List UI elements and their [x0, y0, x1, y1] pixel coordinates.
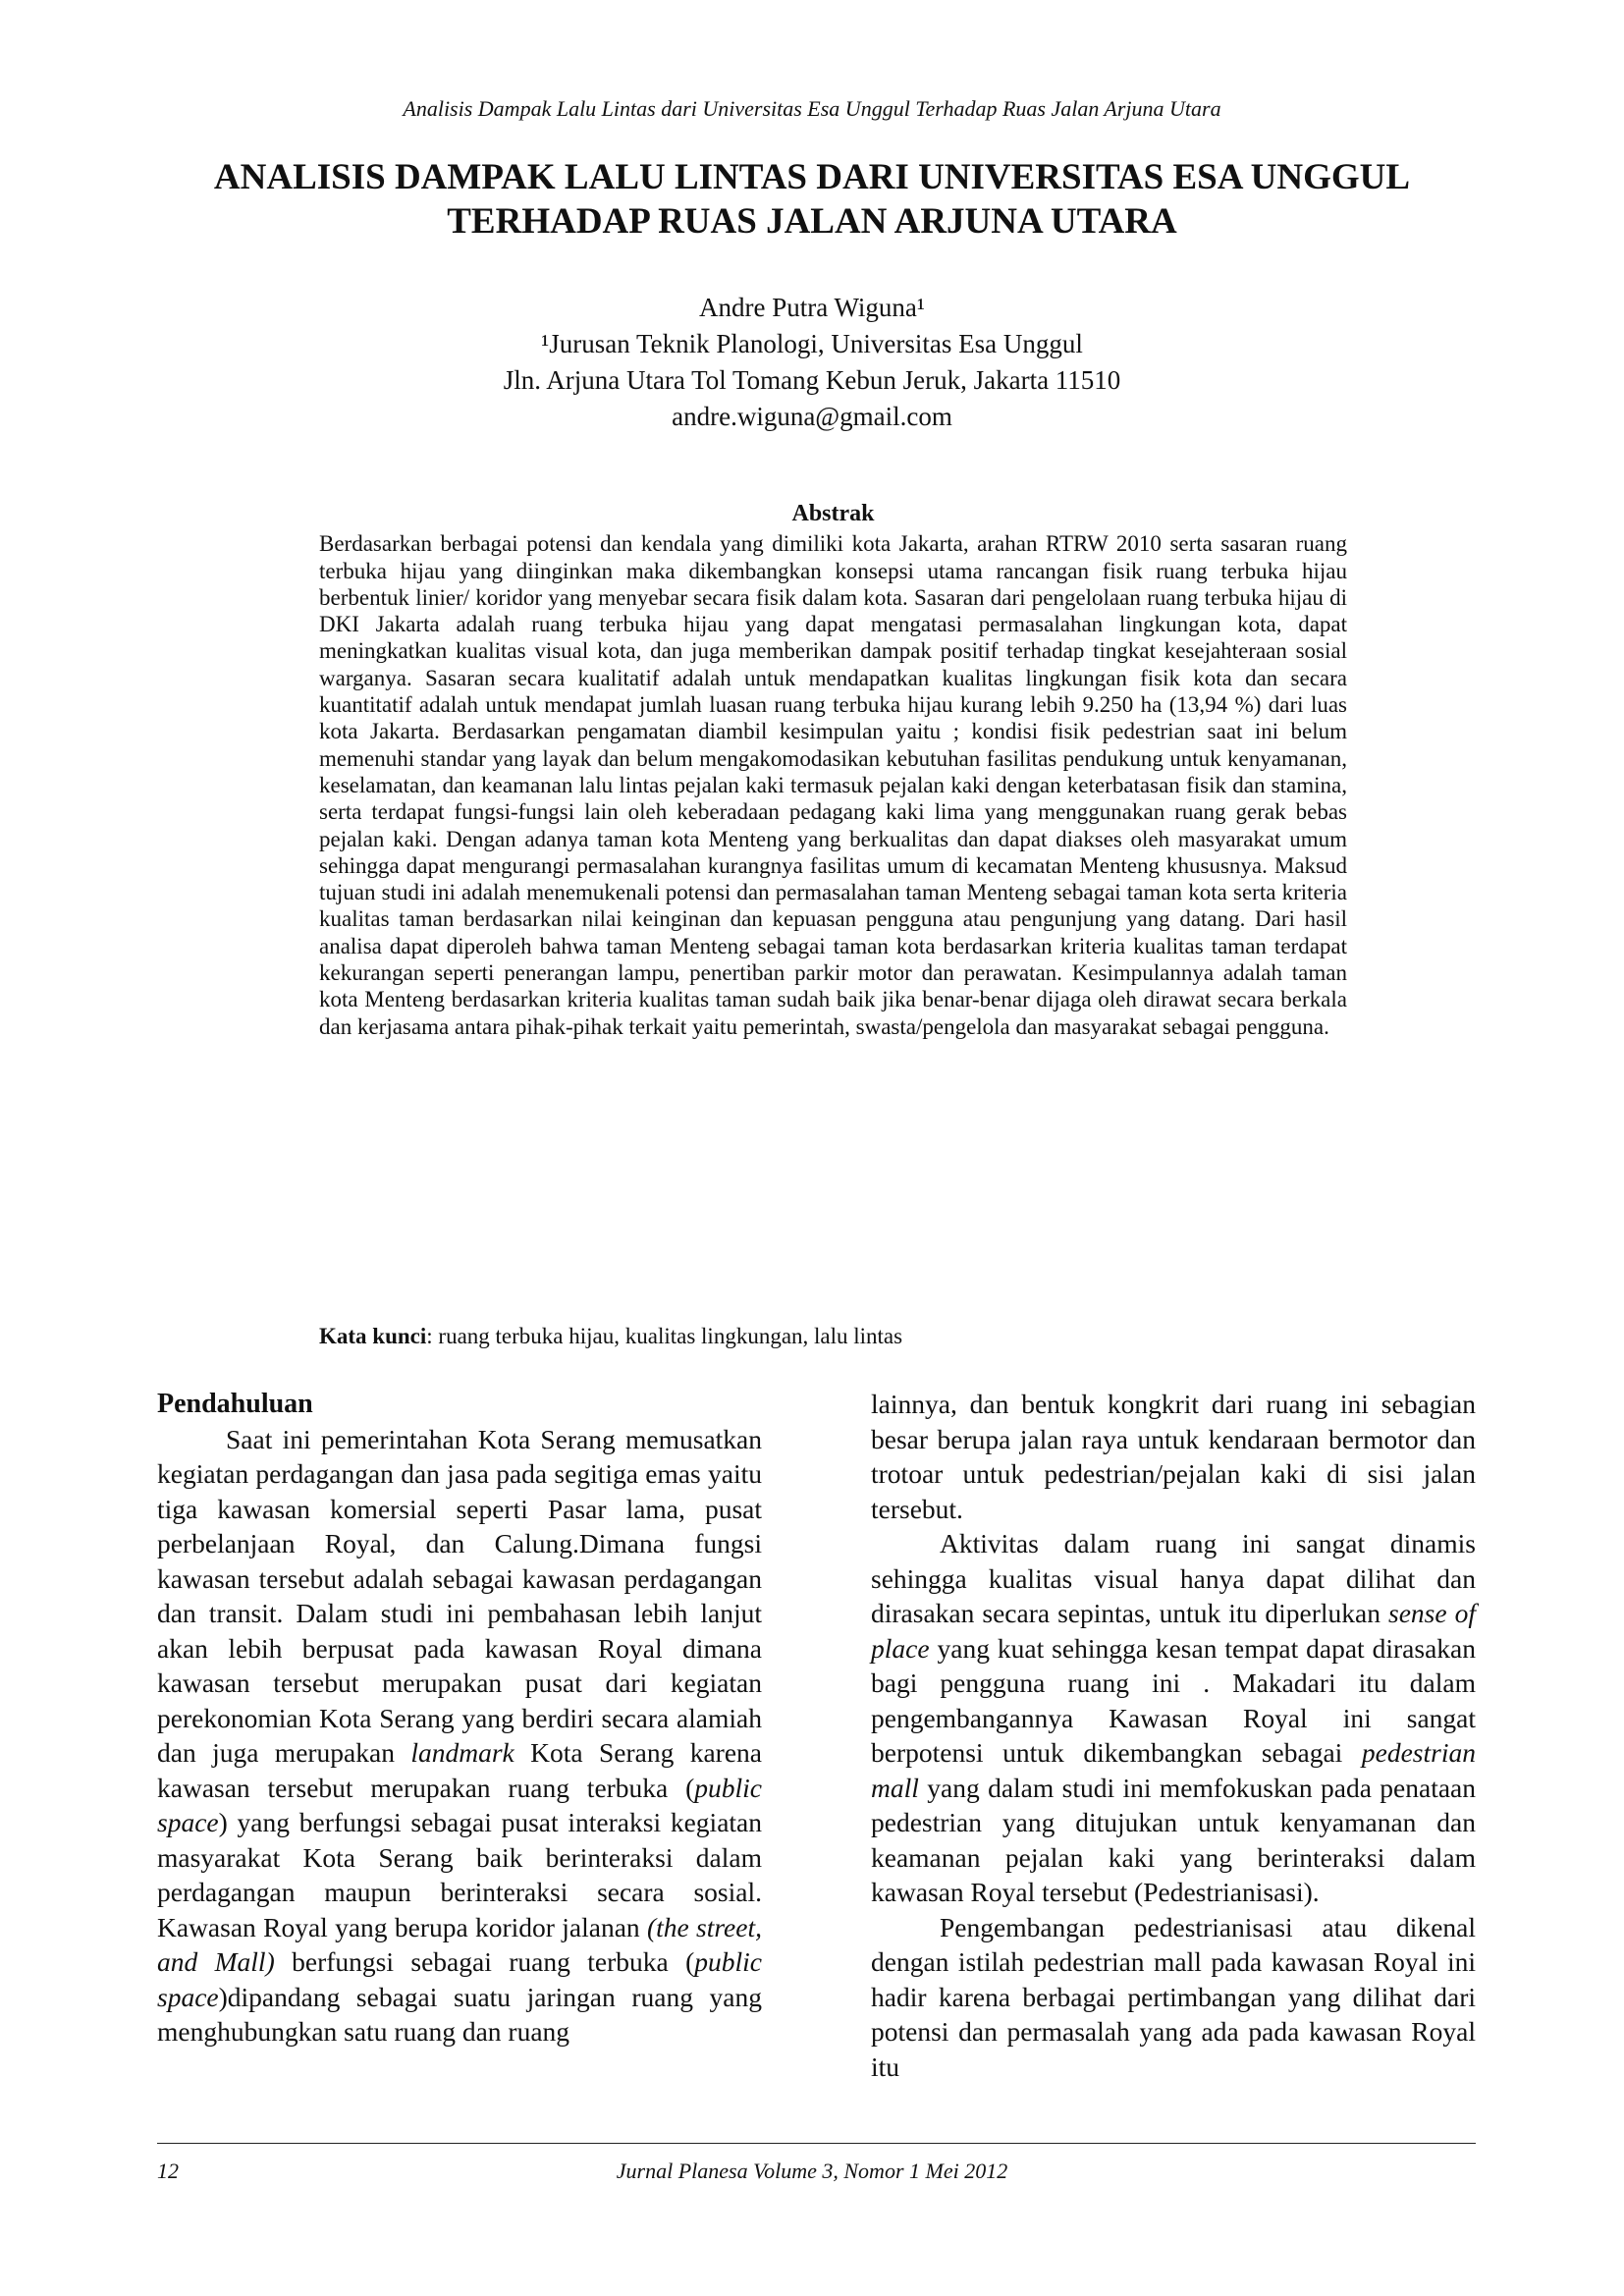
- keywords-label: Kata kunci: [319, 1324, 427, 1348]
- running-head: Analisis Dampak Lalu Lintas dari Universitas Esa Unggul Terhadap Ruas Jalan Arjuna Utara: [403, 96, 1221, 121]
- paper-title: [0, 155, 1624, 244]
- abstract-heading: Abstrak: [791, 501, 875, 526]
- intro-paragraph-2: Aktivitas dalam ruang ini sangat dinamis sehingga kualitas visual hanya dapat dilihat dan dirasakan secara sepintas, untuk itu diperlukan sense of place yang kuat sehingga kesan tempat dapat dirasakan bagi pengguna ruang ini . Makadari itu dalam pengembangannya Kawasan Royal ini sangat berpotensi untuk dikembangkan sebagai pedestrian mall yang dalam studi ini memfokuskan pada penataan pedestrian yang ditujukan untuk kenyamanan dan keamanan pejalan kaki yang berinteraksi dalam kawasan Royal tersebut (Pedestrianisasi).: [871, 1528, 1476, 1907]
- abstract: [319, 501, 1347, 1040]
- section-heading: Pendahuluan: [157, 1389, 313, 1419]
- footer-divider: [157, 2143, 1476, 2144]
- author-address: Jln. Arjuna Utara Tol Tomang Kebun Jeruk, Jakarta 11510: [503, 365, 1121, 395]
- author-block: [0, 290, 1624, 435]
- journal-citation: Jurnal Planesa Volume 3, Nomor 1 Mei 2012: [616, 2159, 1008, 2183]
- intro-paragraph-1-continued: lainnya, dan bentuk kongkrit dari ruang ini sebagian besar berupa jalan raya untuk kendaraan bermotor dan trotoar untuk pedestrian/pejalan kaki di sisi jalan tersebut.: [871, 1389, 1476, 1524]
- author-affiliation: ¹Jurusan Teknik Planologi, Universitas Esa Unggul: [541, 329, 1083, 358]
- left-column: [157, 1387, 762, 2050]
- intro-paragraph-1: Saat ini pemerintahan Kota Serang memusatkan kegiatan perdagangan dan jasa pada segitiga emas yaitu tiga kawasan komersial seperti Pasar lama, pusat perbelanjaan Royal, dan Calung.Dimana fungsi kawasan tersebut adalah sebagai kawasan perdagangan dan transit. Dalam studi ini pembahasan lebih lanjut akan lebih berpusat pada kawasan Royal dimana kawasan tersebut merupakan pusat dari kegiatan perekonomian Kota Serang yang berdiri secara alamiah dan juga merupakan landmark Kota Serang karena kawasan tersebut merupakan ruang terbuka (public space) yang berfungsi sebagai pusat interaksi kegiatan masyarakat Kota Serang baik berinteraksi dalam perdagangan maupun berinteraksi secara sosial. Kawasan Royal yang berupa koridor jalanan (the street, and Mall) berfungsi sebagai ruang terbuka (public space)dipandang sebagai suatu jaringan ruang yang menghubungkan satu ruang dan ruang: [157, 1423, 762, 2047]
- page-number: 12: [157, 2159, 179, 2183]
- title-line-2: TERHADAP RUAS JALAN ARJUNA UTARA: [447, 201, 1177, 242]
- title-line-1: ANALISIS DAMPAK LALU LINTAS DARI UNIVERSITAS ESA UNGGUL: [213, 157, 1411, 197]
- keywords-text: : ruang terbuka hijau, kualitas lingkungan, lalu lintas: [426, 1324, 903, 1348]
- author-email: andre.wiguna@gmail.com: [672, 402, 952, 431]
- intro-paragraph-3: Pengembangan pedestrianisasi atau dikenal dengan istilah pedestrian mall pada kawasan Royal ini hadir karena berbagai pertimbangan yang dilihat dari potensi dan permasalah yang ada pada kawasan Royal itu: [871, 1911, 1476, 2082]
- right-column: [871, 1387, 1476, 2084]
- author-name: Andre Putra Wiguna¹: [699, 293, 925, 322]
- abstract-text: Berdasarkan berbagai potensi dan kendala yang dimiliki kota Jakarta, arahan RTRW 2010 serta sasaran ruang terbuka hijau yang diinginkan maka dikembangkan konsepsi utama rancangan fisik ruang terbuka hijau berbentuk linier/ koridor yang menyebar secara fisik dalam kota. Sasaran dari pengelolaan ruang terbuka hijau di DKI Jakarta adalah ruang terbuka hijau yang dapat mengatasi permasalahan lingkungan kota, dapat meningkatkan kualitas visual kota, dan juga memberikan dampak positif terhadap tingkat kesejahteraan sosial warganya. Sasaran secara kualitatif adalah untuk mendapatkan kualitas lingkungan fisik kota dan secara kuantitatif adalah untuk mendapat jumlah luasan ruang terbuka hijau kurang lebih 9.250 ha (13,94 %) dari luas kota Jakarta. Berdasarkan pengamatan diambil kesimpulan yaitu ; kondisi fisik pedestrian saat ini belum memenuhi standar yang layak dan belum mengakomodasikan kebutuhan fasilitas pendukung untuk kenyamanan, keselamatan, dan keamanan lalu lintas pejalan kaki termasuk pejalan kaki dengan keterbatasan fisik dan stamina, serta terdapat fungsi-fungsi lain oleh keberadaan pedagang kaki lima yang menggunakan ruang gerak bebas pejalan kaki. Dengan adanya taman kota Menteng yang berkualitas dan dapat diakses oleh masyarakat umum sehingga dapat mengurangi permasalahan kurangnya fasilitas umum di kecamatan Menteng khususnya. Maksud tujuan studi ini adalah menemukenali potensi dan permasalahan taman Menteng sebagai taman kota serta kriteria kualitas taman berdasarkan nilai keinginan dan kepuasan pengguna atau pengunjung yang datang. Dari hasil analisa dapat diperoleh bahwa taman Menteng sebagai taman kota berdasarkan kriteria kualitas taman terdapat kekurangan seperti penerangan lampu, penertiban parkir motor dan perawatan. Kesimpulannya adalah taman kota Menteng berdasarkan kriteria kualitas taman sudah baik jika benar-benar dijaga oleh dirawat secara berkala dan kerjasama antara pihak-pihak terkait yaitu pemerintah, swasta/pengelola dan masyarakat sebagai pengguna.: [319, 531, 1347, 1039]
- keywords: [319, 1324, 1347, 1349]
